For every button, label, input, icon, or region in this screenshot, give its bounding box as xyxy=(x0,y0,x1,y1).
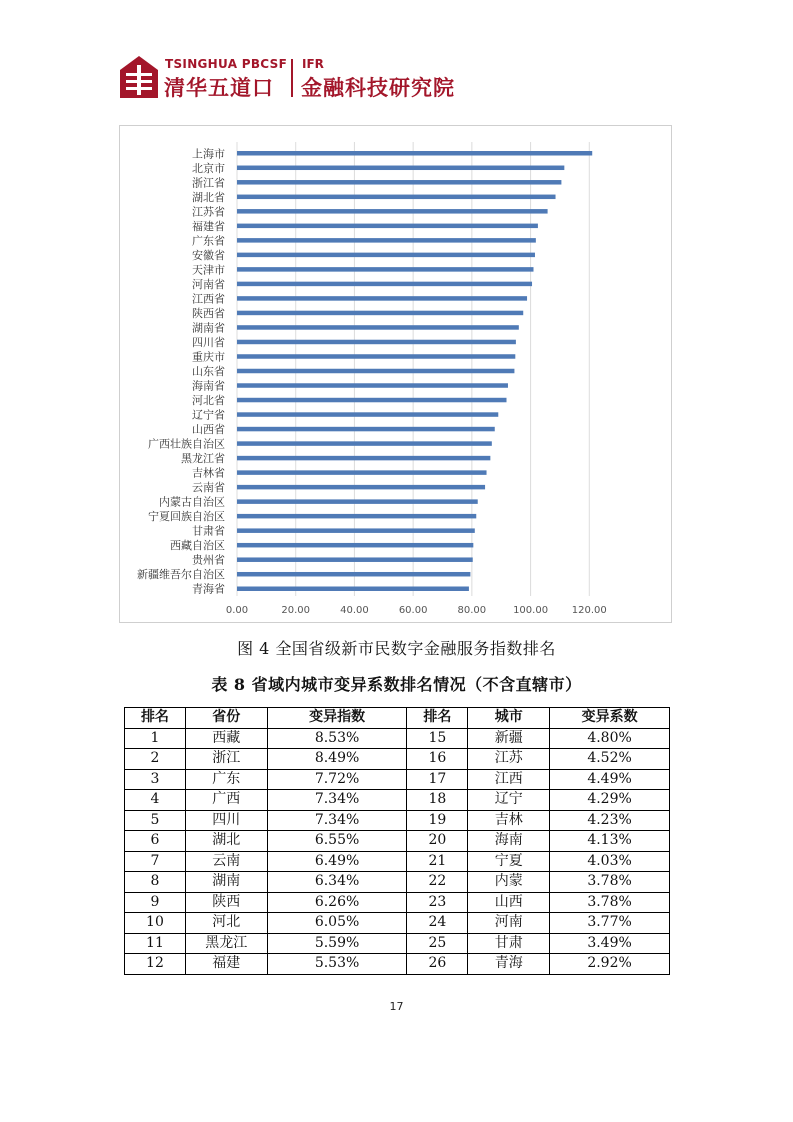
bar xyxy=(237,151,592,156)
bar xyxy=(237,296,527,301)
category-label: 新疆维吾尔自治区 xyxy=(137,568,225,582)
bar xyxy=(237,528,475,533)
bar xyxy=(237,456,490,461)
header-cell: 排名 xyxy=(125,708,186,729)
category-label: 天津市 xyxy=(192,263,225,277)
table-cell: 22 xyxy=(407,872,468,893)
bar xyxy=(237,470,487,475)
table-cell: 26 xyxy=(407,954,468,975)
bar xyxy=(237,441,492,446)
table-cell: 江西 xyxy=(468,769,550,790)
table-cell: 4.23% xyxy=(550,810,670,831)
category-label: 广东省 xyxy=(192,234,225,248)
table-cell: 吉林 xyxy=(468,810,550,831)
page-number: 17 xyxy=(389,1000,404,1013)
table-cell: 3.78% xyxy=(550,872,670,893)
table-cell: 6.26% xyxy=(267,892,407,913)
table-cell: 陕西 xyxy=(185,892,267,913)
table-cell: 23 xyxy=(407,892,468,913)
table-cell: 16 xyxy=(407,749,468,770)
table-cell: 宁夏 xyxy=(468,851,550,872)
category-label: 河南省 xyxy=(192,277,225,291)
bar xyxy=(237,485,485,490)
x-tick-label: 0.00 xyxy=(225,605,249,616)
table-cell: 24 xyxy=(407,913,468,934)
x-tick-label: 120.00 xyxy=(571,605,607,616)
institute-chinese: 金融科技研究院 xyxy=(301,76,455,100)
bar xyxy=(237,427,495,432)
category-label: 山西省 xyxy=(192,423,225,437)
table-cell: 12 xyxy=(125,954,186,975)
category-label: 青海省 xyxy=(192,582,225,596)
table-cell: 8 xyxy=(125,872,186,893)
table-cell: 5 xyxy=(125,810,186,831)
table-cell: 15 xyxy=(407,728,468,749)
table-cell: 10 xyxy=(125,913,186,934)
page-header xyxy=(119,55,539,101)
bar xyxy=(237,586,469,591)
table-cell: 3.49% xyxy=(550,933,670,954)
table-cell: 6 xyxy=(125,831,186,852)
table-cell: 青海 xyxy=(468,954,550,975)
table-cell: 5.53% xyxy=(267,954,407,975)
category-label: 辽宁省 xyxy=(192,408,225,422)
table-row xyxy=(125,933,670,954)
brand-chinese: 清华五道口 xyxy=(164,76,274,100)
table-cell: 1 xyxy=(125,728,186,749)
bar xyxy=(237,572,470,577)
table-cell: 11 xyxy=(125,933,186,954)
table-cell: 5.59% xyxy=(267,933,407,954)
category-label: 湖北省 xyxy=(192,190,225,204)
bar xyxy=(237,354,515,359)
category-label: 上海市 xyxy=(192,147,225,161)
table-cell: 河北 xyxy=(185,913,267,934)
bar xyxy=(237,253,535,258)
table-cell: 浙江 xyxy=(185,749,267,770)
bar-chart xyxy=(120,126,673,624)
bar xyxy=(237,282,532,287)
category-label: 广西壮族自治区 xyxy=(148,437,225,451)
table-cell: 海南 xyxy=(468,831,550,852)
bar xyxy=(237,180,561,185)
category-label: 浙江省 xyxy=(192,176,225,190)
table-cell: 江苏 xyxy=(468,749,550,770)
table-cell: 6.34% xyxy=(267,872,407,893)
table-cell: 20 xyxy=(407,831,468,852)
table-cell: 西藏 xyxy=(185,728,267,749)
category-label: 北京市 xyxy=(192,161,225,175)
bar xyxy=(237,166,564,171)
header-cell: 城市 xyxy=(468,708,550,729)
bar xyxy=(237,499,478,504)
bar xyxy=(237,369,514,374)
table-cell: 黑龙江 xyxy=(185,933,267,954)
table-cell: 4.49% xyxy=(550,769,670,790)
x-tick-label: 40.00 xyxy=(340,605,369,616)
table-row xyxy=(125,851,670,872)
table-header-row xyxy=(125,708,670,729)
category-label: 云南省 xyxy=(192,481,225,495)
table-cell: 4 xyxy=(125,790,186,811)
table-row xyxy=(125,728,670,749)
table-cell: 8.53% xyxy=(267,728,407,749)
variation-ranking-table xyxy=(124,707,670,975)
category-label: 湖南省 xyxy=(192,321,225,335)
table-cell: 6.05% xyxy=(267,913,407,934)
tsinghua-pbcsf-logo xyxy=(119,55,159,99)
bar xyxy=(237,267,534,272)
table-cell: 4.13% xyxy=(550,831,670,852)
bar xyxy=(237,514,476,519)
bar xyxy=(237,383,508,388)
table-row xyxy=(125,872,670,893)
table-cell: 18 xyxy=(407,790,468,811)
table-cell: 广东 xyxy=(185,769,267,790)
category-label: 山东省 xyxy=(192,365,225,378)
category-label: 西藏自治区 xyxy=(170,539,225,553)
table-cell: 河南 xyxy=(468,913,550,934)
category-label: 江苏省 xyxy=(192,205,225,219)
category-label: 海南省 xyxy=(192,379,225,393)
header-cell: 变异系数 xyxy=(550,708,670,729)
table-row xyxy=(125,913,670,934)
table-cell: 7.34% xyxy=(267,810,407,831)
category-label: 河北省 xyxy=(192,394,225,408)
table-row xyxy=(125,892,670,913)
bar xyxy=(237,224,538,229)
category-label: 内蒙古自治区 xyxy=(159,495,225,509)
table-cell: 19 xyxy=(407,810,468,831)
header-cell: 省份 xyxy=(185,708,267,729)
table-cell: 21 xyxy=(407,851,468,872)
institute-english: IFR xyxy=(302,57,324,71)
x-tick-label: 60.00 xyxy=(398,605,428,616)
bar xyxy=(237,325,519,330)
table-cell: 4.03% xyxy=(550,851,670,872)
bar xyxy=(237,398,506,403)
table-row xyxy=(125,749,670,770)
table-cell: 甘肃 xyxy=(468,933,550,954)
bar-chart-frame xyxy=(119,125,672,623)
header-cell: 排名 xyxy=(407,708,468,729)
table-cell: 7.72% xyxy=(267,769,407,790)
table-cell: 云南 xyxy=(185,851,267,872)
x-tick-label: 80.00 xyxy=(457,605,487,616)
category-label: 四川省 xyxy=(192,335,225,349)
table-row xyxy=(125,831,670,852)
bar xyxy=(237,412,498,417)
table-cell: 4.52% xyxy=(550,749,670,770)
category-label: 黑龙江省 xyxy=(181,452,225,466)
table-row xyxy=(125,769,670,790)
bar xyxy=(237,195,556,200)
header-cell: 变异指数 xyxy=(267,708,407,729)
category-label: 安徽省 xyxy=(192,248,225,262)
header-divider xyxy=(291,59,293,97)
table-cell: 6.49% xyxy=(267,851,407,872)
table-cell: 4.29% xyxy=(550,790,670,811)
category-label: 福建省 xyxy=(192,219,225,233)
category-label: 甘肃省 xyxy=(192,524,225,538)
category-label: 重庆市 xyxy=(192,350,225,364)
table-row xyxy=(125,790,670,811)
table-cell: 福建 xyxy=(185,954,267,975)
bar xyxy=(237,311,523,316)
bar xyxy=(237,340,516,345)
table-caption: 表 8 省域内城市变异系数排名情况（不含直辖市） xyxy=(211,675,582,694)
table-cell: 内蒙 xyxy=(468,872,550,893)
bar xyxy=(237,238,536,243)
table-cell: 7 xyxy=(125,851,186,872)
x-tick-label: 100.00 xyxy=(513,605,549,616)
category-label: 江西省 xyxy=(192,292,225,306)
table-cell: 3.78% xyxy=(550,892,670,913)
table-cell: 17 xyxy=(407,769,468,790)
table-cell: 7.34% xyxy=(267,790,407,811)
table-cell: 2.92% xyxy=(550,954,670,975)
table-row xyxy=(125,954,670,975)
table-row xyxy=(125,810,670,831)
table-cell: 新疆 xyxy=(468,728,550,749)
table-cell: 4.80% xyxy=(550,728,670,749)
category-label: 吉林省 xyxy=(192,466,225,480)
category-label: 贵州省 xyxy=(192,553,225,567)
table-cell: 3 xyxy=(125,769,186,790)
bar xyxy=(237,209,548,214)
x-tick-label: 20.00 xyxy=(281,605,311,616)
table-cell: 四川 xyxy=(185,810,267,831)
bar xyxy=(237,543,473,548)
table-cell: 6.55% xyxy=(267,831,407,852)
figure-caption: 图 4 全国省级新市民数字金融服务指数排名 xyxy=(237,639,556,658)
brand-english: TSINGHUA PBCSF xyxy=(165,57,288,71)
table-cell: 9 xyxy=(125,892,186,913)
category-label: 宁夏回族自治区 xyxy=(148,510,225,524)
table-cell: 湖北 xyxy=(185,831,267,852)
table-cell: 2 xyxy=(125,749,186,770)
table-cell: 3.77% xyxy=(550,913,670,934)
table-cell: 山西 xyxy=(468,892,550,913)
table-cell: 湖南 xyxy=(185,872,267,893)
table-cell: 25 xyxy=(407,933,468,954)
table-cell: 8.49% xyxy=(267,749,407,770)
bar xyxy=(237,557,473,562)
table-cell: 辽宁 xyxy=(468,790,550,811)
table-cell: 广西 xyxy=(185,790,267,811)
category-label: 陕西省 xyxy=(192,306,225,320)
